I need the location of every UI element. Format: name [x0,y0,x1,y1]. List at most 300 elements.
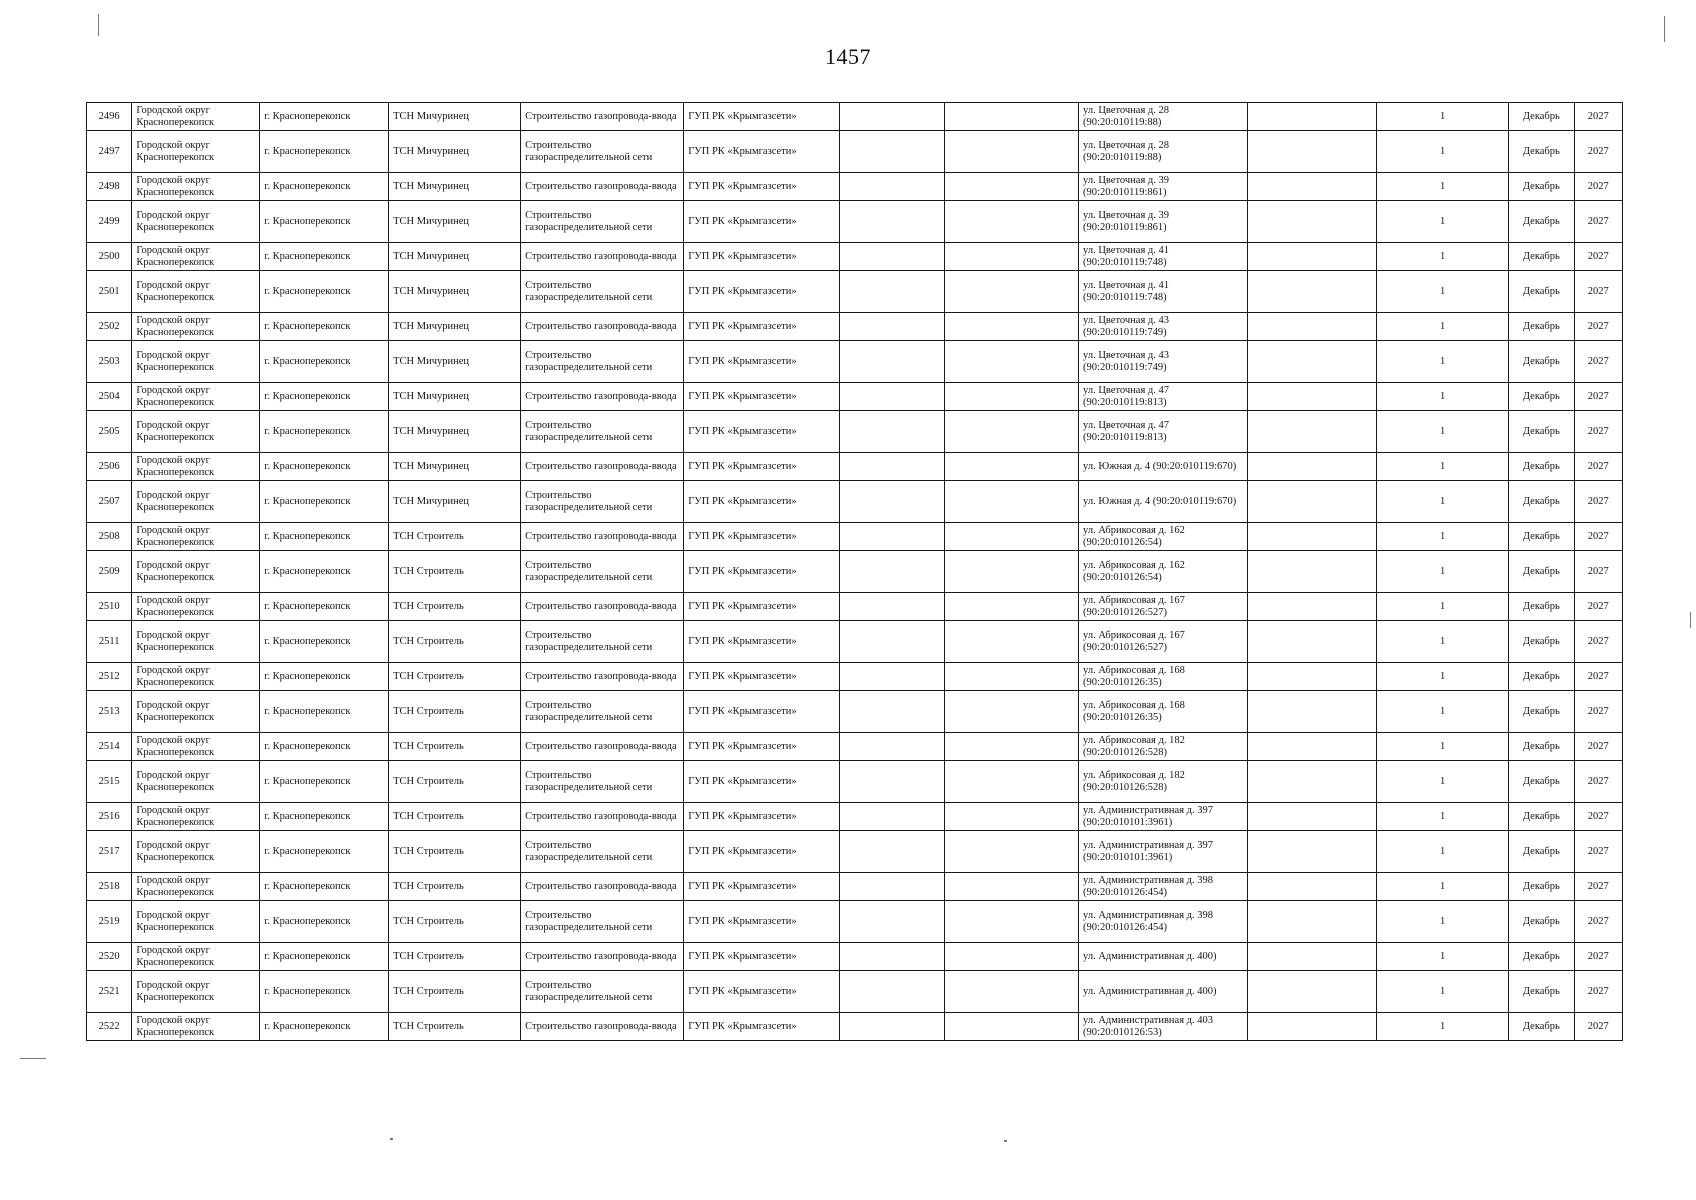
empty-cell [1248,831,1377,873]
operator-cell: ГУП РК «Крымгазсети» [684,173,840,201]
quantity-cell: 1 [1377,383,1509,411]
work-type-cell: Строительство газораспределительной сети [521,761,684,803]
table-row [87,593,1623,621]
operator-cell: ГУП РК «Крымгазсети» [684,131,840,173]
month-cell: Декабрь [1509,103,1574,131]
city-cell: г. Красноперекопск [260,663,389,691]
empty-cell [945,803,1079,831]
empty-cell [840,173,945,201]
year-cell: 2027 [1574,481,1622,523]
row-number: 2510 [87,593,132,621]
work-type-cell: Строительство газораспределительной сети [521,971,684,1013]
table-row [87,271,1623,313]
row-number: 2513 [87,691,132,733]
empty-cell [945,313,1079,341]
district-cell: Городской округ Красноперекопск [132,873,260,901]
scan-mark [98,14,99,36]
row-number: 2508 [87,523,132,551]
work-type-cell: Строительство газопровода-ввода [521,313,684,341]
address-cell: ул. Южная д. 4 (90:20:010119:670) [1079,481,1248,523]
work-type-cell: Строительство газопровода-ввода [521,383,684,411]
operator-cell: ГУП РК «Крымгазсети» [684,313,840,341]
month-cell: Декабрь [1509,691,1574,733]
year-cell: 2027 [1574,873,1622,901]
empty-cell [1248,383,1377,411]
work-type-cell: Строительство газораспределительной сети [521,201,684,243]
empty-cell [1248,943,1377,971]
operator-cell: ГУП РК «Крымгазсети» [684,523,840,551]
table-row [87,733,1623,761]
month-cell: Декабрь [1509,341,1574,383]
operator-cell: ГУП РК «Крымгазсети» [684,341,840,383]
quantity-cell: 1 [1377,593,1509,621]
empty-cell [840,593,945,621]
quantity-cell: 1 [1377,663,1509,691]
table-row [87,313,1623,341]
address-cell: ул. Цветочная д. 41 (90:20:010119:748) [1079,271,1248,313]
empty-cell [1248,173,1377,201]
month-cell: Декабрь [1509,453,1574,481]
operator-cell: ГУП РК «Крымгазсети» [684,873,840,901]
quantity-cell: 1 [1377,1013,1509,1041]
year-cell: 2027 [1574,761,1622,803]
partnership-cell: ТСН Строитель [389,733,521,761]
district-cell: Городской округ Красноперекопск [132,901,260,943]
city-cell: г. Красноперекопск [260,313,389,341]
row-number: 2497 [87,131,132,173]
empty-cell [1248,243,1377,271]
address-cell: ул. Абрикосовая д. 182 (90:20:010126:528) [1079,733,1248,761]
district-cell: Городской округ Красноперекопск [132,201,260,243]
empty-cell [945,831,1079,873]
partnership-cell: ТСН Строитель [389,901,521,943]
month-cell: Декабрь [1509,803,1574,831]
table-row [87,481,1623,523]
month-cell: Декабрь [1509,761,1574,803]
district-cell: Городской округ Красноперекопск [132,733,260,761]
partnership-cell: ТСН Строитель [389,593,521,621]
empty-cell [945,901,1079,943]
partnership-cell: ТСН Строитель [389,803,521,831]
operator-cell: ГУП РК «Крымгазсети» [684,1013,840,1041]
city-cell: г. Красноперекопск [260,831,389,873]
work-type-cell: Строительство газопровода-ввода [521,593,684,621]
table-row [87,621,1623,663]
table-row [87,873,1623,901]
table-row [87,901,1623,943]
table-row [87,663,1623,691]
city-cell: г. Красноперекопск [260,901,389,943]
city-cell: г. Красноперекопск [260,103,389,131]
table-row [87,103,1623,131]
empty-cell [840,901,945,943]
empty-cell [840,971,945,1013]
empty-cell [1248,411,1377,453]
address-cell: ул. Цветочная д. 28 (90:20:010119:88) [1079,131,1248,173]
city-cell: г. Красноперекопск [260,341,389,383]
month-cell: Декабрь [1509,831,1574,873]
district-cell: Городской округ Красноперекопск [132,341,260,383]
operator-cell: ГУП РК «Крымгазсети» [684,271,840,313]
empty-cell [945,481,1079,523]
city-cell: г. Красноперекопск [260,733,389,761]
month-cell: Декабрь [1509,971,1574,1013]
address-cell: ул. Цветочная д. 43 (90:20:010119:749) [1079,313,1248,341]
empty-cell [1248,313,1377,341]
quantity-cell: 1 [1377,131,1509,173]
year-cell: 2027 [1574,271,1622,313]
work-type-cell: Строительство газораспределительной сети [521,901,684,943]
work-type-cell: Строительство газораспределительной сети [521,411,684,453]
city-cell: г. Красноперекопск [260,523,389,551]
empty-cell [1248,733,1377,761]
empty-cell [1248,341,1377,383]
city-cell: г. Красноперекопск [260,761,389,803]
quantity-cell: 1 [1377,621,1509,663]
year-cell: 2027 [1574,313,1622,341]
district-cell: Городской округ Красноперекопск [132,1013,260,1041]
year-cell: 2027 [1574,131,1622,173]
partnership-cell: ТСН Строитель [389,691,521,733]
row-number: 2517 [87,831,132,873]
empty-cell [1248,453,1377,481]
operator-cell: ГУП РК «Крымгазсети» [684,803,840,831]
empty-cell [945,383,1079,411]
empty-cell [840,803,945,831]
empty-cell [840,523,945,551]
table-row [87,943,1623,971]
year-cell: 2027 [1574,691,1622,733]
month-cell: Декабрь [1509,663,1574,691]
table-row [87,201,1623,243]
quantity-cell: 1 [1377,971,1509,1013]
empty-cell [1248,803,1377,831]
empty-cell [1248,971,1377,1013]
year-cell: 2027 [1574,901,1622,943]
quantity-cell: 1 [1377,733,1509,761]
table-row [87,453,1623,481]
year-cell: 2027 [1574,831,1622,873]
month-cell: Декабрь [1509,901,1574,943]
quantity-cell: 1 [1377,341,1509,383]
empty-cell [840,621,945,663]
quantity-cell: 1 [1377,481,1509,523]
quantity-cell: 1 [1377,551,1509,593]
scan-mark [1664,16,1665,42]
scan-mark [1004,1140,1007,1142]
district-cell: Городской округ Красноперекопск [132,271,260,313]
address-cell: ул. Южная д. 4 (90:20:010119:670) [1079,453,1248,481]
operator-cell: ГУП РК «Крымгазсети» [684,733,840,761]
scan-mark [390,1138,393,1140]
address-cell: ул. Цветочная д. 28 (90:20:010119:88) [1079,103,1248,131]
quantity-cell: 1 [1377,201,1509,243]
row-number: 2518 [87,873,132,901]
row-number: 2511 [87,621,132,663]
partnership-cell: ТСН Строитель [389,943,521,971]
month-cell: Декабрь [1509,621,1574,663]
work-type-cell: Строительство газопровода-ввода [521,243,684,271]
row-number: 2509 [87,551,132,593]
row-number: 2515 [87,761,132,803]
empty-cell [840,873,945,901]
empty-cell [840,831,945,873]
year-cell: 2027 [1574,593,1622,621]
district-cell: Городской округ Красноперекопск [132,313,260,341]
city-cell: г. Красноперекопск [260,453,389,481]
district-cell: Городской округ Красноперекопск [132,453,260,481]
partnership-cell: ТСН Строитель [389,663,521,691]
operator-cell: ГУП РК «Крымгазсети» [684,243,840,271]
work-type-cell: Строительство газопровода-ввода [521,453,684,481]
empty-cell [945,1013,1079,1041]
year-cell: 2027 [1574,803,1622,831]
work-type-cell: Строительство газопровода-ввода [521,523,684,551]
operator-cell: ГУП РК «Крымгазсети» [684,383,840,411]
city-cell: г. Красноперекопск [260,173,389,201]
row-number: 2521 [87,971,132,1013]
city-cell: г. Красноперекопск [260,131,389,173]
empty-cell [1248,481,1377,523]
address-cell: ул. Административная д. 397 (90:20:010101:3961) [1079,831,1248,873]
quantity-cell: 1 [1377,803,1509,831]
city-cell: г. Красноперекопск [260,873,389,901]
month-cell: Декабрь [1509,271,1574,313]
district-cell: Городской округ Красноперекопск [132,243,260,271]
empty-cell [840,313,945,341]
district-cell: Городской округ Красноперекопск [132,103,260,131]
district-cell: Городской округ Красноперекопск [132,621,260,663]
district-cell: Городской округ Красноперекопск [132,971,260,1013]
empty-cell [840,131,945,173]
city-cell: г. Красноперекопск [260,551,389,593]
empty-cell [945,341,1079,383]
operator-cell: ГУП РК «Крымгазсети» [684,901,840,943]
month-cell: Декабрь [1509,551,1574,593]
empty-cell [1248,523,1377,551]
work-type-cell: Строительство газопровода-ввода [521,1013,684,1041]
row-number: 2498 [87,173,132,201]
quantity-cell: 1 [1377,453,1509,481]
address-cell: ул. Административная д. 398 (90:20:010126:454) [1079,901,1248,943]
row-number: 2512 [87,663,132,691]
month-cell: Декабрь [1509,411,1574,453]
quantity-cell: 1 [1377,103,1509,131]
empty-cell [945,243,1079,271]
city-cell: г. Красноперекопск [260,411,389,453]
operator-cell: ГУП РК «Крымгазсети» [684,481,840,523]
partnership-cell: ТСН Мичуринец [389,201,521,243]
month-cell: Декабрь [1509,943,1574,971]
district-cell: Городской округ Красноперекопск [132,761,260,803]
table-row [87,551,1623,593]
operator-cell: ГУП РК «Крымгазсети» [684,943,840,971]
empty-cell [945,593,1079,621]
quantity-cell: 1 [1377,271,1509,313]
district-cell: Городской округ Красноперекопск [132,481,260,523]
partnership-cell: ТСН Строитель [389,523,521,551]
quantity-cell: 1 [1377,873,1509,901]
district-cell: Городской округ Красноперекопск [132,943,260,971]
table-row [87,1013,1623,1041]
work-type-cell: Строительство газораспределительной сети [521,341,684,383]
empty-cell [945,201,1079,243]
quantity-cell: 1 [1377,411,1509,453]
table-row [87,831,1623,873]
empty-cell [840,663,945,691]
quantity-cell: 1 [1377,173,1509,201]
year-cell: 2027 [1574,523,1622,551]
empty-cell [945,551,1079,593]
month-cell: Декабрь [1509,243,1574,271]
row-number: 2503 [87,341,132,383]
empty-cell [840,411,945,453]
address-cell: ул. Цветочная д. 47 (90:20:010119:813) [1079,383,1248,411]
empty-cell [840,943,945,971]
row-number: 2507 [87,481,132,523]
quantity-cell: 1 [1377,943,1509,971]
row-number: 2502 [87,313,132,341]
year-cell: 2027 [1574,551,1622,593]
table-row [87,971,1623,1013]
address-cell: ул. Административная д. 400) [1079,943,1248,971]
district-cell: Городской округ Красноперекопск [132,551,260,593]
year-cell: 2027 [1574,411,1622,453]
empty-cell [1248,691,1377,733]
empty-cell [945,173,1079,201]
city-cell: г. Красноперекопск [260,803,389,831]
empty-cell [840,243,945,271]
work-type-cell: Строительство газораспределительной сети [521,271,684,313]
address-cell: ул. Абрикосовая д. 167 (90:20:010126:527) [1079,593,1248,621]
empty-cell [840,761,945,803]
operator-cell: ГУП РК «Крымгазсети» [684,103,840,131]
scan-mark [20,1058,46,1059]
table-row [87,691,1623,733]
empty-cell [840,271,945,313]
city-cell: г. Красноперекопск [260,201,389,243]
city-cell: г. Красноперекопск [260,271,389,313]
month-cell: Декабрь [1509,1013,1574,1041]
work-type-cell: Строительство газораспределительной сети [521,691,684,733]
year-cell: 2027 [1574,341,1622,383]
partnership-cell: ТСН Строитель [389,873,521,901]
partnership-cell: ТСН Мичуринец [389,383,521,411]
empty-cell [945,453,1079,481]
row-number: 2504 [87,383,132,411]
quantity-cell: 1 [1377,831,1509,873]
address-cell: ул. Абрикосовая д. 162 (90:20:010126:54) [1079,523,1248,551]
empty-cell [945,523,1079,551]
empty-cell [840,383,945,411]
partnership-cell: ТСН Мичуринец [389,341,521,383]
city-cell: г. Красноперекопск [260,943,389,971]
address-cell: ул. Цветочная д. 41 (90:20:010119:748) [1079,243,1248,271]
row-number: 2516 [87,803,132,831]
empty-cell [945,733,1079,761]
quantity-cell: 1 [1377,523,1509,551]
partnership-cell: ТСН Строитель [389,621,521,663]
operator-cell: ГУП РК «Крымгазсети» [684,663,840,691]
work-type-cell: Строительство газораспределительной сети [521,131,684,173]
table-row [87,411,1623,453]
operator-cell: ГУП РК «Крымгазсети» [684,201,840,243]
row-number: 2514 [87,733,132,761]
address-cell: ул. Абрикосовая д. 162 (90:20:010126:54) [1079,551,1248,593]
quantity-cell: 1 [1377,243,1509,271]
empty-cell [945,131,1079,173]
row-number: 2500 [87,243,132,271]
year-cell: 2027 [1574,243,1622,271]
operator-cell: ГУП РК «Крымгазсети» [684,761,840,803]
empty-cell [840,733,945,761]
operator-cell: ГУП РК «Крымгазсети» [684,411,840,453]
table-row [87,803,1623,831]
empty-cell [945,761,1079,803]
work-type-cell: Строительство газораспределительной сети [521,621,684,663]
empty-cell [1248,1013,1377,1041]
year-cell: 2027 [1574,383,1622,411]
work-type-cell: Строительство газопровода-ввода [521,803,684,831]
empty-cell [1248,761,1377,803]
address-cell: ул. Абрикосовая д. 168 (90:20:010126:35) [1079,691,1248,733]
empty-cell [945,873,1079,901]
partnership-cell: ТСН Мичуринец [389,313,521,341]
month-cell: Декабрь [1509,313,1574,341]
quantity-cell: 1 [1377,901,1509,943]
year-cell: 2027 [1574,1013,1622,1041]
partnership-cell: ТСН Мичуринец [389,103,521,131]
partnership-cell: ТСН Мичуринец [389,411,521,453]
table-row [87,131,1623,173]
operator-cell: ГУП РК «Крымгазсети» [684,593,840,621]
operator-cell: ГУП РК «Крымгазсети» [684,831,840,873]
row-number: 2522 [87,1013,132,1041]
month-cell: Декабрь [1509,201,1574,243]
work-type-cell: Строительство газопровода-ввода [521,873,684,901]
address-cell: ул. Цветочная д. 39 (90:20:010119:861) [1079,173,1248,201]
scan-mark [1690,612,1691,628]
district-cell: Городской округ Красноперекопск [132,523,260,551]
empty-cell [945,621,1079,663]
row-number: 2520 [87,943,132,971]
district-cell: Городской округ Красноперекопск [132,173,260,201]
address-cell: ул. Административная д. 403 (90:20:010126:53) [1079,1013,1248,1041]
empty-cell [840,481,945,523]
operator-cell: ГУП РК «Крымгазсети» [684,551,840,593]
empty-cell [1248,103,1377,131]
work-type-cell: Строительство газопровода-ввода [521,173,684,201]
address-cell: ул. Административная д. 397 (90:20:010101:3961) [1079,803,1248,831]
row-number: 2496 [87,103,132,131]
empty-cell [840,341,945,383]
district-cell: Городской округ Красноперекопск [132,411,260,453]
district-cell: Городской округ Красноперекопск [132,691,260,733]
registry-body [87,103,1623,1041]
operator-cell: ГУП РК «Крымгазсети» [684,621,840,663]
city-cell: г. Красноперекопск [260,481,389,523]
work-type-cell: Строительство газораспределительной сети [521,831,684,873]
partnership-cell: ТСН Мичуринец [389,453,521,481]
address-cell: ул. Административная д. 398 (90:20:010126:454) [1079,873,1248,901]
quantity-cell: 1 [1377,313,1509,341]
year-cell: 2027 [1574,733,1622,761]
empty-cell [1248,901,1377,943]
empty-cell [945,691,1079,733]
year-cell: 2027 [1574,103,1622,131]
table-row [87,173,1623,201]
row-number: 2499 [87,201,132,243]
